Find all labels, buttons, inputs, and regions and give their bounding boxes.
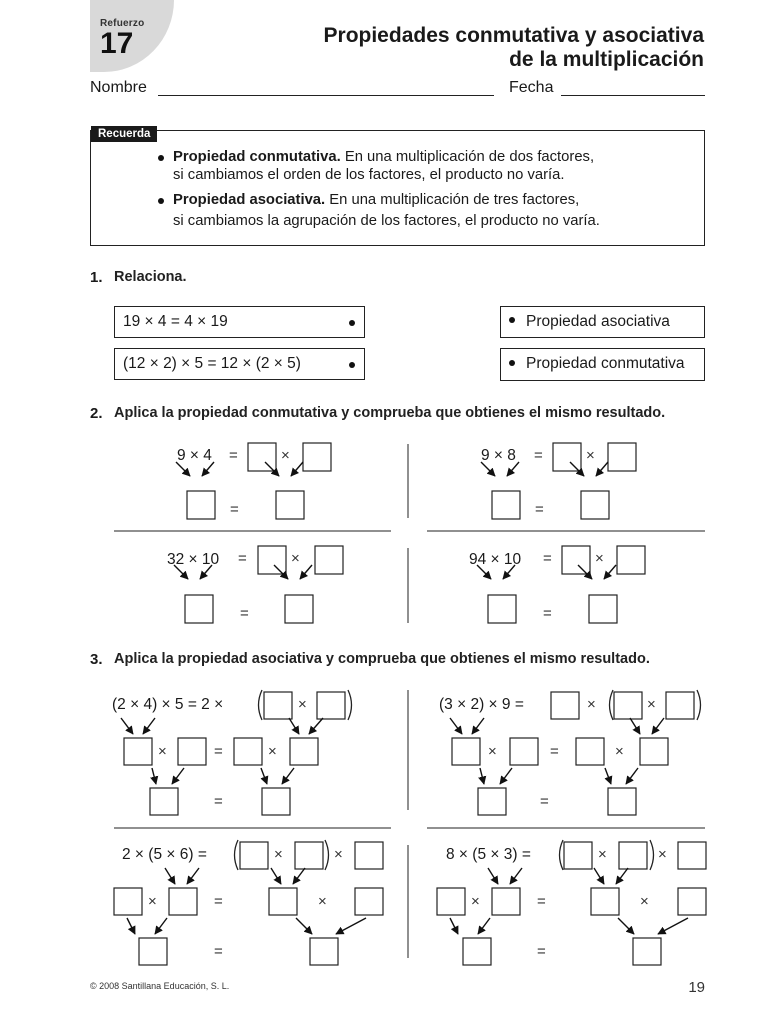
- answer-box[interactable]: [633, 938, 661, 965]
- arrow-icon: [300, 565, 312, 579]
- answer-box[interactable]: [295, 842, 323, 869]
- equals-symbol: =: [537, 893, 546, 910]
- arrow-icon: [121, 718, 133, 734]
- answer-box[interactable]: [576, 738, 604, 765]
- answer-box[interactable]: [258, 546, 286, 574]
- arrow-icon: [187, 868, 199, 884]
- left-paren-icon: [560, 840, 564, 870]
- arrow-icon: [172, 768, 184, 784]
- answer-box[interactable]: [666, 692, 694, 719]
- ex2-expr-1: 9 × 4: [177, 447, 212, 464]
- answer-box[interactable]: [355, 888, 383, 915]
- arrow-icon: [450, 918, 458, 934]
- answer-box[interactable]: [269, 888, 297, 915]
- answer-box[interactable]: [452, 738, 480, 765]
- answer-box[interactable]: [463, 938, 491, 965]
- equals-symbol: =: [540, 793, 549, 810]
- ex3-expr-1: (2 × 4) × 5 = 2 ×: [112, 696, 224, 713]
- times-symbol: ×: [658, 846, 667, 863]
- arrow-icon: [291, 462, 303, 476]
- recuerda-tag: Recuerda: [91, 126, 157, 142]
- nombre-label: Nombre: [90, 79, 147, 96]
- arrow-icon: [596, 462, 608, 476]
- times-symbol: ×: [298, 696, 307, 713]
- arrow-icon: [481, 462, 495, 476]
- relate-left-item-1: 19 × 4 = 4 × 19: [114, 306, 365, 338]
- page-number: 19: [688, 979, 705, 996]
- times-symbol: ×: [587, 696, 596, 713]
- arrow-icon: [309, 718, 323, 734]
- arrow-icon: [271, 868, 281, 884]
- right-paren-icon: [348, 690, 352, 720]
- arrow-icon: [507, 462, 519, 476]
- page-title-line1: Propiedades conmutativa y asociativa: [323, 24, 704, 47]
- equals-symbol: =: [214, 943, 223, 960]
- times-symbol: ×: [318, 893, 327, 910]
- answer-box[interactable]: [492, 491, 520, 519]
- answer-box[interactable]: [310, 938, 338, 965]
- ex2-expr-3: 32 × 10: [167, 551, 220, 568]
- arrow-icon: [594, 868, 604, 884]
- answer-box[interactable]: [264, 692, 292, 719]
- arrow-icon: [488, 868, 498, 884]
- recuerda-item-2-line1: Propiedad asociativa. En una multiplicación de tres factores,: [173, 192, 580, 208]
- ex3-expr-3: 2 × (5 × 6) =: [122, 846, 207, 863]
- arrow-icon: [155, 918, 167, 934]
- exercise-1-number: 1.: [90, 269, 103, 286]
- arrow-icon: [202, 462, 214, 476]
- times-symbol: ×: [488, 743, 497, 760]
- answer-box[interactable]: [608, 443, 636, 471]
- answer-box[interactable]: [492, 888, 520, 915]
- arrow-icon: [165, 868, 175, 884]
- arrow-icon: [630, 718, 640, 734]
- recuerda-item-2-line2: si cambiamos la agrupación de los factores, el producto no varía.: [173, 213, 600, 229]
- arrow-icon: [503, 565, 515, 579]
- arrow-icon: [296, 918, 312, 934]
- arrow-icon: [626, 768, 638, 784]
- arrow-icon: [282, 768, 294, 784]
- left-paren-icon: [235, 840, 239, 870]
- times-symbol: ×: [281, 447, 290, 464]
- arrow-icon: [200, 565, 212, 579]
- right-paren-icon: [697, 690, 701, 720]
- equals-symbol: =: [214, 743, 223, 760]
- relate-right-item-2: Propiedad conmutativa: [500, 348, 705, 381]
- answer-box[interactable]: [139, 938, 167, 965]
- arrow-icon: [289, 718, 299, 734]
- tab-label: Refuerzo: [100, 18, 145, 29]
- right-paren-icon: [325, 840, 329, 870]
- arrow-icon: [616, 868, 628, 884]
- times-symbol: ×: [268, 743, 277, 760]
- relate-left-item-2: (12 × 2) × 5 = 12 × (2 × 5): [114, 348, 365, 380]
- equals-symbol: =: [535, 501, 544, 518]
- exercise-1-text: Relaciona.: [114, 269, 187, 285]
- equals-symbol: =: [238, 550, 247, 567]
- arrow-icon: [652, 718, 664, 734]
- answer-box[interactable]: [285, 595, 313, 623]
- arrow-icon: [450, 718, 462, 734]
- equals-symbol: =: [543, 550, 552, 567]
- answer-box[interactable]: [114, 888, 142, 915]
- arrow-icon: [174, 565, 188, 579]
- exercise-2-text: Aplica la propiedad conmutativa y comprueba que obtienes el mismo resultado.: [114, 405, 666, 421]
- recuerda-item-1-line2: si cambiamos el orden de los factores, el producto no varía.: [173, 167, 565, 183]
- answer-box[interactable]: [262, 788, 290, 815]
- exercise-2-number: 2.: [90, 405, 103, 422]
- answer-box[interactable]: [187, 491, 215, 519]
- answer-box[interactable]: [124, 738, 152, 765]
- answer-box[interactable]: [589, 595, 617, 623]
- equals-symbol: =: [230, 501, 239, 518]
- arrow-icon: [480, 768, 484, 784]
- arrow-icon: [336, 918, 366, 934]
- times-symbol: ×: [586, 447, 595, 464]
- answer-box[interactable]: [290, 738, 318, 765]
- arrow-icon: [658, 918, 688, 934]
- answer-box[interactable]: [276, 491, 304, 519]
- answer-box[interactable]: [617, 546, 645, 574]
- answer-box[interactable]: [478, 788, 506, 815]
- answer-box[interactable]: [608, 788, 636, 815]
- arrow-icon: [261, 768, 267, 784]
- equals-symbol: =: [214, 893, 223, 910]
- times-symbol: ×: [158, 743, 167, 760]
- answer-box[interactable]: [564, 842, 592, 869]
- left-paren-icon: [610, 690, 614, 720]
- answer-box[interactable]: [553, 443, 581, 471]
- answer-box[interactable]: [248, 443, 276, 471]
- answer-box[interactable]: [169, 888, 197, 915]
- answer-box[interactable]: [315, 546, 343, 574]
- times-symbol: ×: [595, 550, 604, 567]
- arrow-icon: [604, 565, 616, 579]
- equals-symbol: =: [534, 447, 543, 464]
- times-symbol: ×: [148, 893, 157, 910]
- equals-symbol: =: [537, 943, 546, 960]
- times-symbol: ×: [647, 696, 656, 713]
- arrow-icon: [127, 918, 135, 934]
- arrow-icon: [152, 768, 156, 784]
- answer-box[interactable]: [678, 842, 706, 869]
- exercise-3-text: Aplica la propiedad asociativa y comprueba que obtienes el mismo resultado.: [114, 651, 650, 667]
- answer-box[interactable]: [591, 888, 619, 915]
- arrow-icon: [618, 918, 634, 934]
- arrow-icon: [605, 768, 611, 784]
- equals-symbol: =: [240, 605, 249, 622]
- tab-number: 17: [100, 27, 134, 60]
- times-symbol: ×: [615, 743, 624, 760]
- answer-box[interactable]: [150, 788, 178, 815]
- exercise-3-number: 3.: [90, 651, 103, 668]
- answer-box[interactable]: [178, 738, 206, 765]
- ex2-expr-4: 94 × 10: [469, 551, 522, 568]
- answer-box[interactable]: [234, 738, 262, 765]
- equals-symbol: =: [229, 447, 238, 464]
- answer-box[interactable]: [510, 738, 538, 765]
- times-symbol: ×: [640, 893, 649, 910]
- arrow-icon: [176, 462, 190, 476]
- answer-box[interactable]: [640, 738, 668, 765]
- answer-box[interactable]: [614, 692, 642, 719]
- page-title-line2: de la multiplicación: [509, 48, 704, 71]
- arrow-icon: [500, 768, 512, 784]
- answer-box[interactable]: [240, 842, 268, 869]
- arrow-icon: [143, 718, 155, 734]
- answer-box[interactable]: [303, 443, 331, 471]
- ex3-expr-2: (3 × 2) × 9 =: [439, 696, 524, 713]
- answer-box[interactable]: [678, 888, 706, 915]
- fecha-label: Fecha: [509, 79, 554, 96]
- times-symbol: ×: [291, 550, 300, 567]
- answer-box[interactable]: [488, 595, 516, 623]
- answer-box[interactable]: [562, 546, 590, 574]
- answer-box[interactable]: [581, 491, 609, 519]
- arrow-icon: [293, 868, 305, 884]
- relate-right-item-1: Propiedad asociativa: [500, 306, 705, 338]
- arrow-icon: [510, 868, 522, 884]
- arrow-icon: [472, 718, 484, 734]
- equals-symbol: =: [550, 743, 559, 760]
- answer-box[interactable]: [619, 842, 647, 869]
- right-paren-icon: [650, 840, 654, 870]
- times-symbol: ×: [471, 893, 480, 910]
- answer-box[interactable]: [437, 888, 465, 915]
- left-paren-icon: [259, 690, 263, 720]
- arrow-icon: [477, 565, 491, 579]
- times-symbol: ×: [334, 846, 343, 863]
- equals-symbol: =: [543, 605, 552, 622]
- ex2-expr-2: 9 × 8: [481, 447, 516, 464]
- answer-box[interactable]: [551, 692, 579, 719]
- ex3-expr-4: 8 × (5 × 3) =: [446, 846, 531, 863]
- times-symbol: ×: [274, 846, 283, 863]
- answer-box[interactable]: [317, 692, 345, 719]
- equals-symbol: =: [214, 793, 223, 810]
- answer-box[interactable]: [355, 842, 383, 869]
- recuerda-item-1-line1: Propiedad conmutativa. En una multiplicación de dos factores,: [173, 149, 595, 165]
- copyright: © 2008 Santillana Educación, S. L.: [90, 981, 230, 991]
- arrow-icon: [478, 918, 490, 934]
- times-symbol: ×: [598, 846, 607, 863]
- answer-box[interactable]: [185, 595, 213, 623]
